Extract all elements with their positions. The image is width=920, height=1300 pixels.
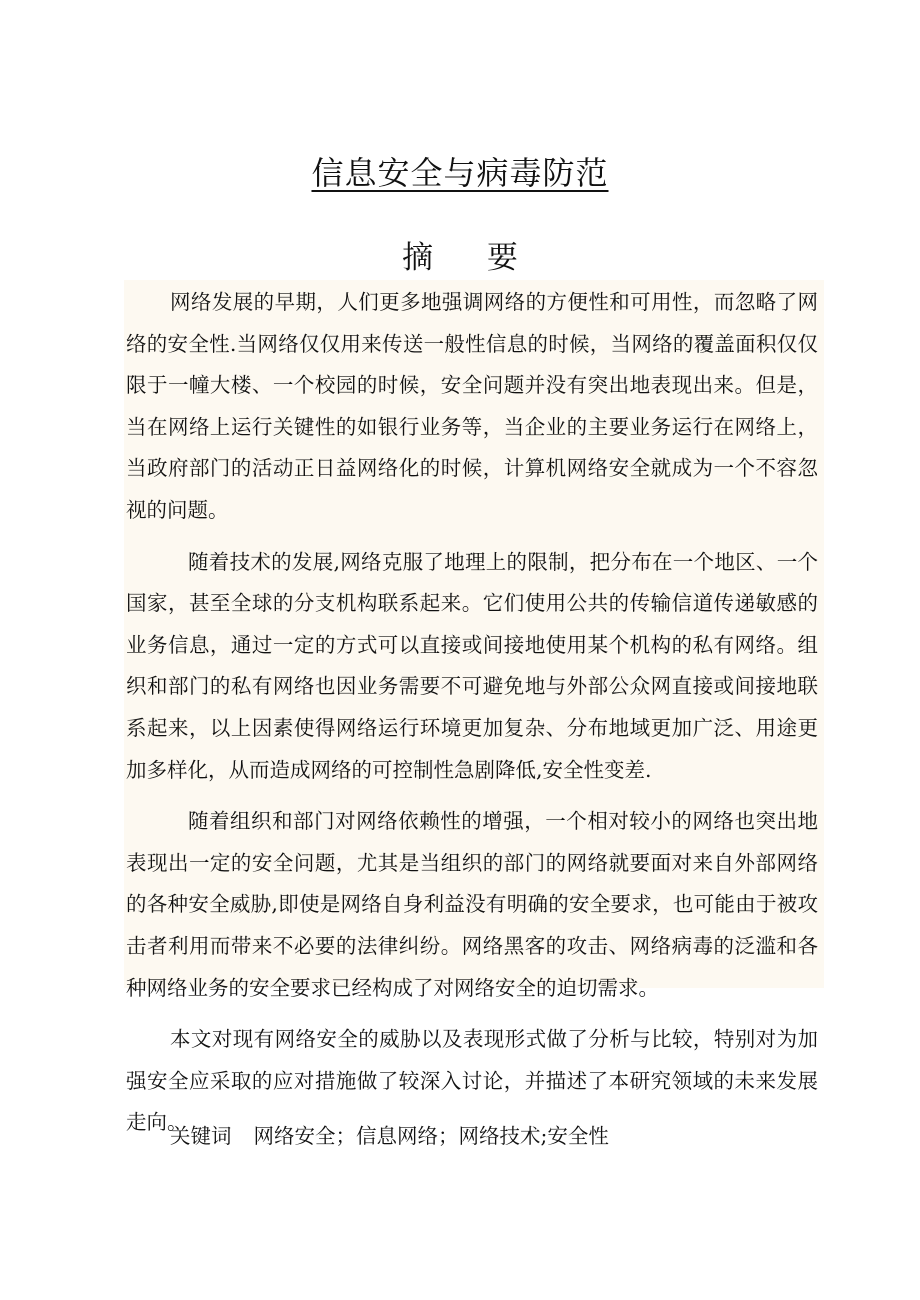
keywords-label: 关键词 (170, 1124, 232, 1148)
document-title: 信息安全与病毒防范 (311, 154, 609, 192)
paragraph-4: 本文对现有网络安全的威胁以及表现形式做了分析与比较，特别对为加强安全应采取的应对措施做了较深入讨论，并描述了本研究领域的未来发展走向。 (126, 1027, 818, 1135)
keywords-value: 网络安全；信息网络；网络技术;安全性 (253, 1124, 609, 1148)
paragraph-1: 网络发展的早期，人们更多地强调网络的方便性和可用性，而忽略了网络的安全性.当网络仅仅用来传送一般性信息的时候，当网络的覆盖面积仅仅限于一幢大楼、一个校园的时候，安全问题并没有突出地表现出来。但是，当在网络上运行关键性的如银行业务等，当企业的主要业务运行在网络上，当政府部门的活动正日益网络化的时候，计算机网络安全就成为一个不容忽视的问题。 (126, 290, 818, 522)
keywords-line (170, 1118, 609, 1154)
paragraph-2: 随着技术的发展,网络克服了地理上的限制，把分布在一个地区、一个国家，甚至全球的分支机构联系起来。它们使用公共的传输信道传递敏感的业务信息，通过一定的方式可以直接或间接地使用某个机构的私有网络。组织和部门的私有网络也因业务需要不可避免地与外部公众网直接或间接地联系起来，以上因素使得网络运行环境更加复杂、分布地域更加广泛、用途更加多样化，从而造成网络的可控制性急剧降低,安全性变差. (126, 549, 818, 782)
abstract-heading: 摘 要 (402, 240, 540, 276)
paragraph-3: 随着组织和部门对网络依赖性的增强，一个相对较小的网络也突出地表现出一定的安全问题，尤其是当组织的部门的网络就要面对来自外部网络的各种安全威胁,即使是网络自身利益没有明确的安全要求，也可能由于被攻击者利用而带来不必要的法律纠纷。网络黑客的攻击、网络病毒的泛滥和各种网络业务的安全要求已经构成了对网络安全的迫切需求。 (126, 809, 818, 1000)
abstract-body (126, 282, 818, 1144)
